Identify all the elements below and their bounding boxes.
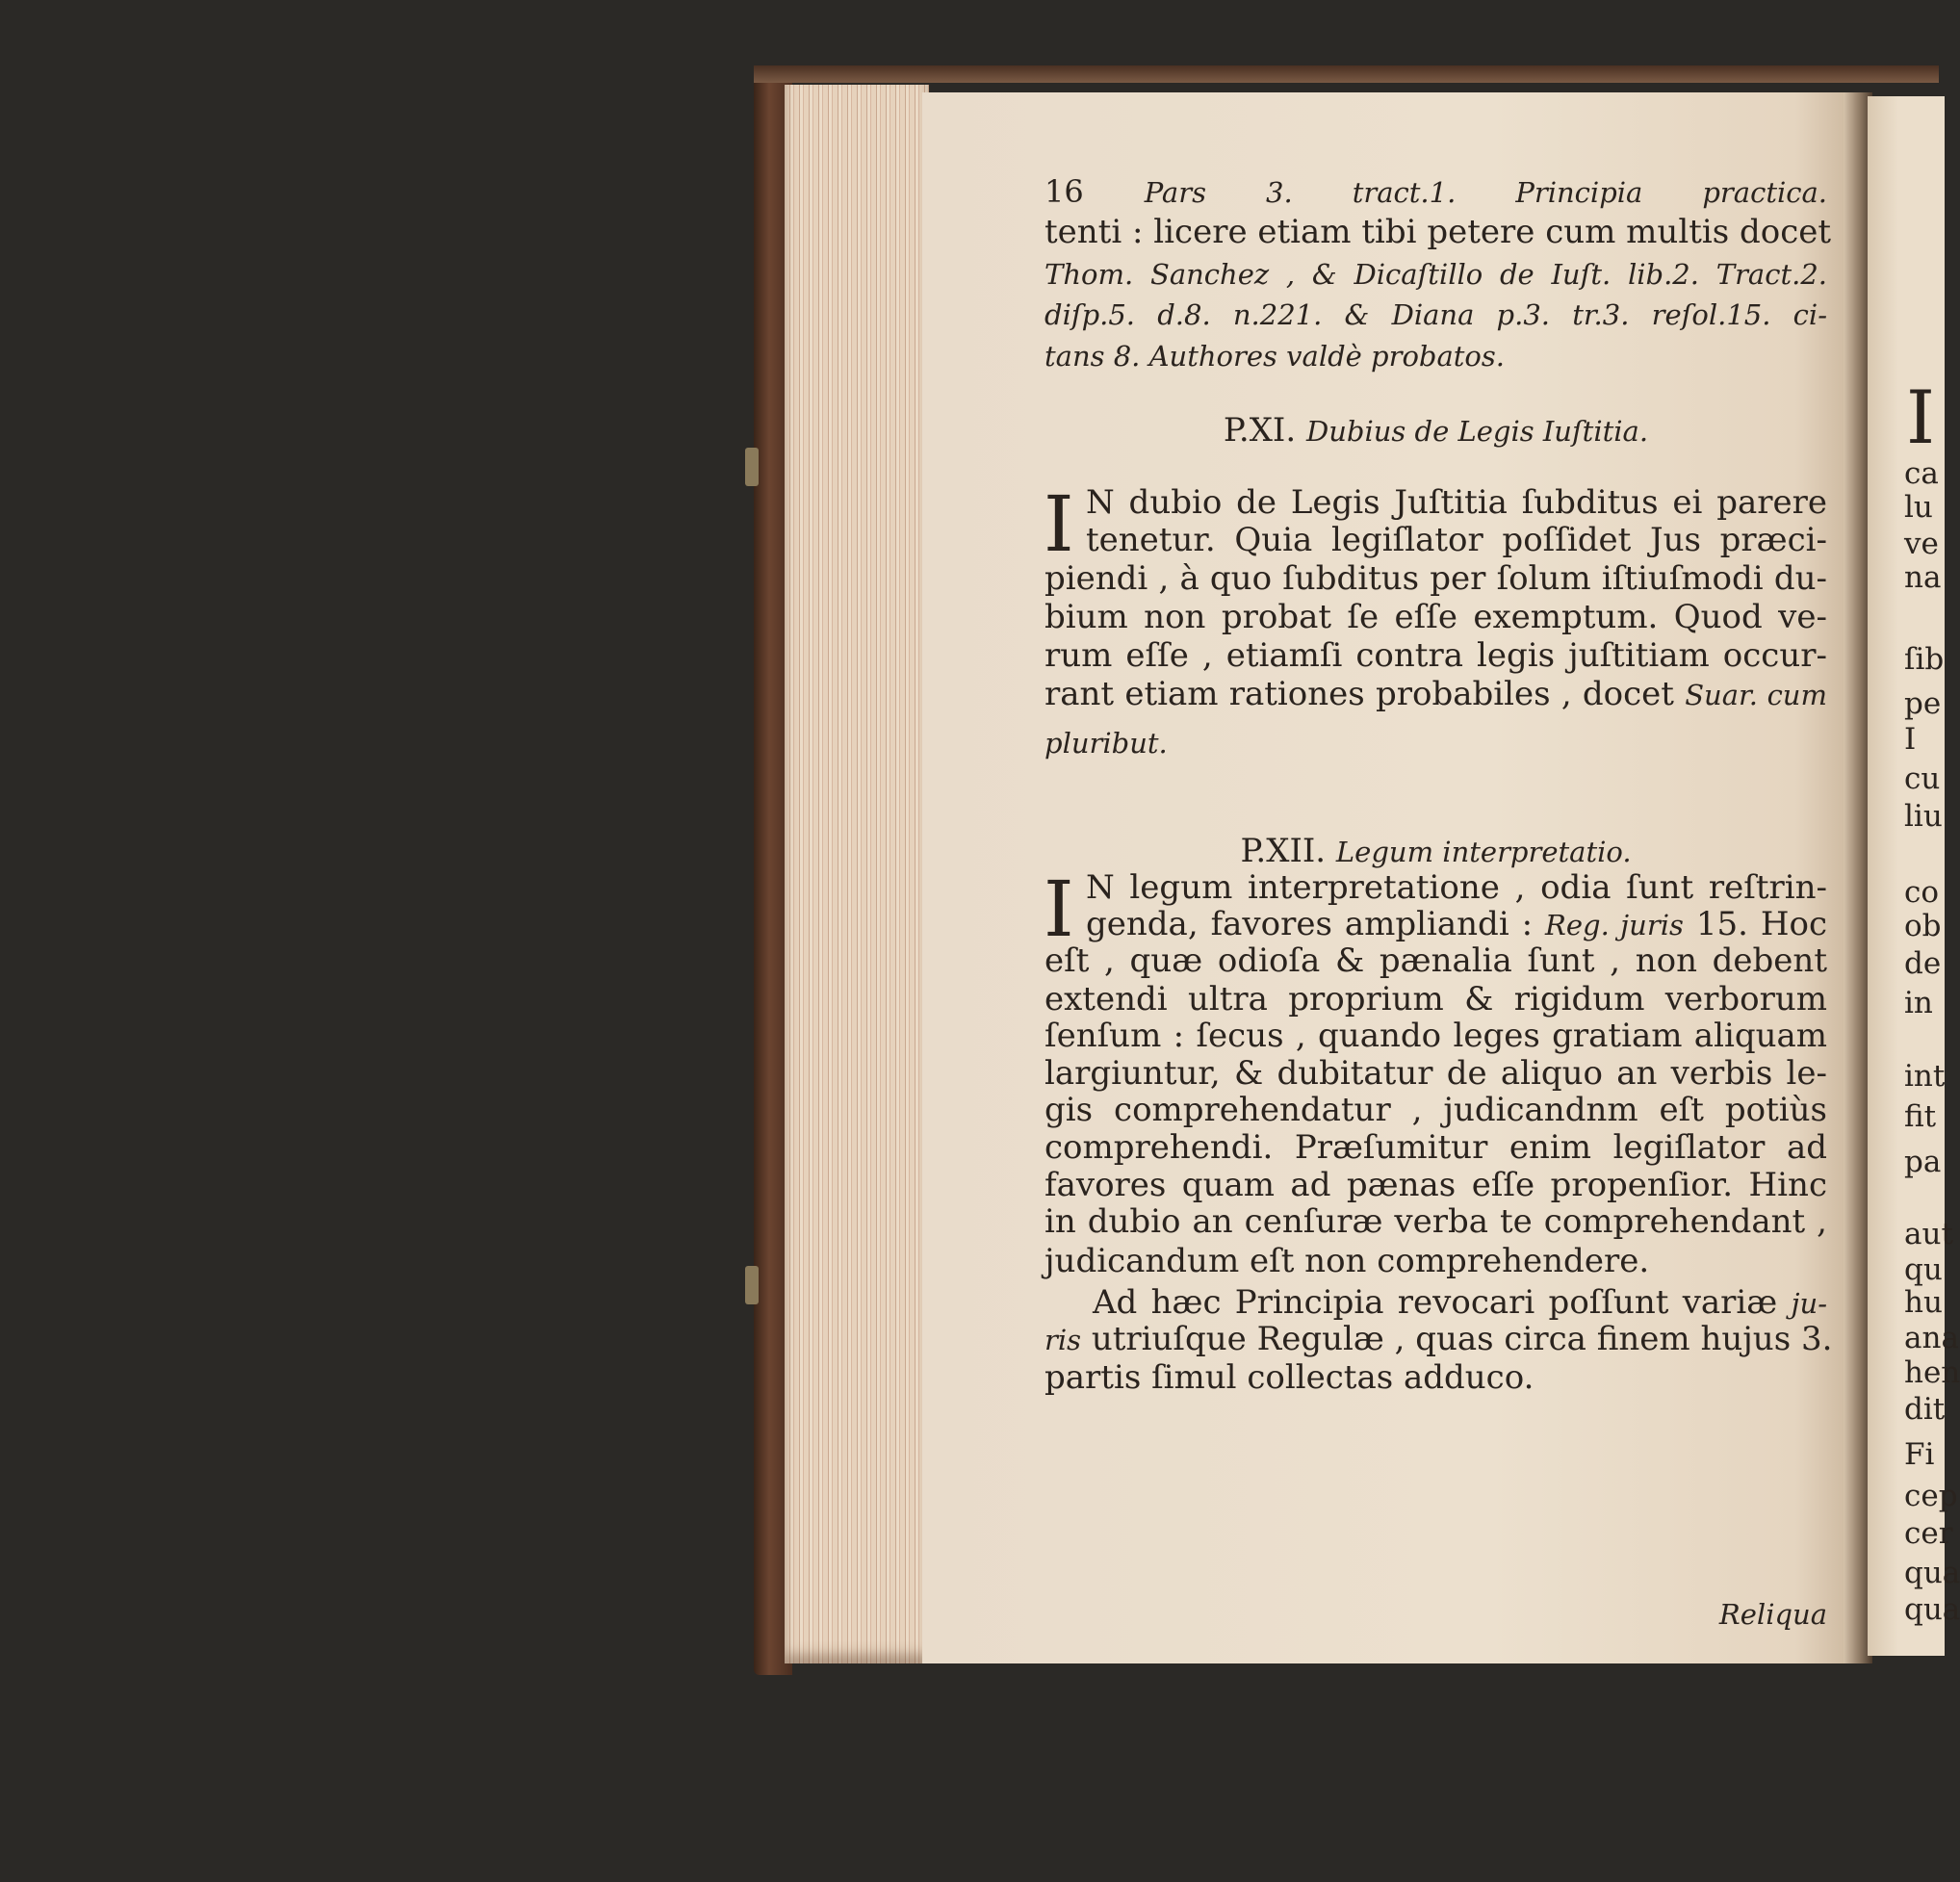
text-line (1044, 637, 1827, 674)
italic-text: Thom. Sanchez , & Dicaſtillo de Iuſt. lib.2. Tract.2. (1044, 257, 1827, 291)
text-line (1044, 1018, 1827, 1054)
right-page-fragment: ſib (1904, 641, 1945, 677)
text: comprehendi. Præſumitur enim legiſlator ad (1044, 1128, 1827, 1168)
drop-cap: I (1044, 479, 1074, 569)
right-page-fragment: in (1904, 985, 1933, 1020)
text: N legum interpretatione , odia ſunt reſtrin- (1086, 868, 1827, 908)
italic-text: Pars 3. tract.1. Principia practica. (1144, 176, 1828, 210)
right-page-fragment: I (1904, 722, 1917, 758)
text-line (1044, 1359, 1827, 1396)
right-page-fragment: hen (1904, 1354, 1960, 1390)
text-line (1044, 981, 1827, 1018)
right-page-fragment: pa (1904, 1145, 1942, 1180)
text-line (1044, 1092, 1827, 1128)
text-line (1044, 1203, 1827, 1240)
text: eſt , quæ odioſa & pænalia ſunt , non debent (1044, 941, 1827, 981)
text: 15. Hoc (1683, 904, 1827, 943)
italic-text: ris (1044, 1324, 1082, 1357)
right-page-fragment: lu (1904, 489, 1933, 525)
text: P.XI. (1223, 411, 1306, 450)
text-line (1044, 1243, 1827, 1279)
right-page-fragment: ob (1904, 909, 1942, 944)
drop-cap: I (1044, 864, 1074, 954)
text: utriuſque Regulæ , quas circa finem hujus 3. (1081, 1320, 1833, 1359)
right-page-fragment: dit (1904, 1392, 1946, 1428)
text: judicandum eſt non comprehendere. (1044, 1242, 1650, 1281)
italic-text: Legum interpretatio. (1335, 835, 1632, 868)
text: 16 (1044, 173, 1145, 211)
text: ſenſum : ſecus , quando leges gratiam aliquam (1044, 1017, 1827, 1056)
text: Ad hæc Principia revocari poſſunt variæ (1093, 1282, 1792, 1322)
page-edges (785, 85, 929, 1663)
clasp (745, 448, 759, 486)
right-page-fragment: pe (1904, 685, 1942, 721)
text-line (1093, 1284, 1827, 1322)
text: genda, favores ampliandi : (1086, 904, 1546, 943)
right-page-fragment: fit (1904, 1098, 1937, 1134)
right-page-fragment: Fi (1904, 1436, 1935, 1472)
right-drop-cap: I (1906, 374, 1936, 460)
right-page-fragment: qu (1904, 1252, 1943, 1288)
text: rant etiam rationes probabiles , docet (1044, 674, 1686, 713)
text-line (1044, 599, 1827, 635)
text-line (1044, 1320, 1833, 1359)
text-line (1044, 1055, 1827, 1092)
right-page-fragment: qua (1904, 1592, 1960, 1628)
text-line (1086, 869, 1827, 906)
right-page-fragment: aut (1904, 1216, 1953, 1251)
right-page-fragment: ana (1904, 1320, 1959, 1355)
text-line (1044, 337, 1827, 374)
text: tenetur. Quia legiſlator poſſidet Jus præci- (1086, 521, 1827, 560)
text-line (1044, 255, 1827, 293)
text-line (1044, 942, 1827, 979)
text: tenti : licere etiam tibi petere cum multis docet (1044, 213, 1832, 252)
catchword (1044, 1595, 1827, 1633)
text-line (1044, 296, 1827, 333)
right-page-fragment: co (1904, 875, 1940, 911)
clasp (745, 1266, 759, 1304)
right-page-fragment: liu (1904, 798, 1943, 834)
text: favores quam ad pænas eſſe propenſior. Hinc (1044, 1165, 1827, 1204)
text: rum eſſe , etiamſi contra legis juſtitiam occur- (1044, 635, 1827, 675)
text: partis ſimul collectas adduco. (1044, 1357, 1534, 1397)
text-line (1044, 1129, 1827, 1166)
text: piendi , à quo ſubditus per ſolum iſtiuſmodi du- (1044, 559, 1827, 599)
right-page-fragment: na (1904, 559, 1942, 595)
text: gis comprehendatur , judicandnm eſt potiùs (1044, 1091, 1827, 1130)
italic-text: tans 8. Authores valdè probatos. (1044, 339, 1505, 373)
running-head (1044, 173, 1827, 211)
right-page-fragment: qua (1904, 1555, 1960, 1590)
section-heading (1044, 412, 1827, 450)
italic-text: Reg. juris (1545, 908, 1684, 941)
text: largiuntur, & dubitatur de aliquo an verbis le- (1044, 1053, 1827, 1093)
italic-text: diſp.5. d.8. n.221. & Diana p.3. tr.3. reſol.15. ci- (1044, 298, 1827, 332)
text-line (1044, 724, 1827, 761)
right-page-fragment: hu (1904, 1284, 1943, 1320)
section-heading (1044, 833, 1827, 870)
text-line (1044, 1167, 1827, 1203)
book-cover-top (754, 65, 1939, 83)
italic-text: Suar. cum (1685, 678, 1827, 711)
text: P.XII. (1240, 831, 1336, 870)
text: extendi ultra proprium & rigidum verborum (1044, 979, 1827, 1018)
text: in dubio an cenſuræ verba te comprehendant , (1044, 1202, 1827, 1242)
right-page-fragment: int (1904, 1058, 1946, 1094)
text-line (1044, 676, 1827, 713)
right-page-fragment: de (1904, 945, 1942, 981)
italic-text: pluribut. (1044, 726, 1168, 760)
text-line (1044, 213, 1832, 252)
italic-text: Dubius de Legis Iuſtitia. (1305, 415, 1649, 448)
right-page-fragment: cep (1904, 1479, 1958, 1514)
right-page-fragment: ca (1904, 455, 1939, 491)
text-line (1086, 906, 1827, 943)
text-line (1044, 560, 1827, 597)
right-page-fragment: ve (1904, 527, 1939, 562)
italic-text: Reliqua (1718, 1598, 1827, 1632)
text-line (1086, 522, 1827, 558)
italic-text: ju- (1791, 1286, 1827, 1320)
right-page-fragment: cu (1904, 761, 1941, 797)
text-line (1086, 484, 1827, 521)
text: N dubio de Legis Juſtitia ſubditus ei parere (1086, 482, 1827, 522)
text: bium non probat ſe eſſe exemptum. Quod ve- (1044, 597, 1827, 636)
right-page-fragment: cer (1904, 1515, 1953, 1551)
